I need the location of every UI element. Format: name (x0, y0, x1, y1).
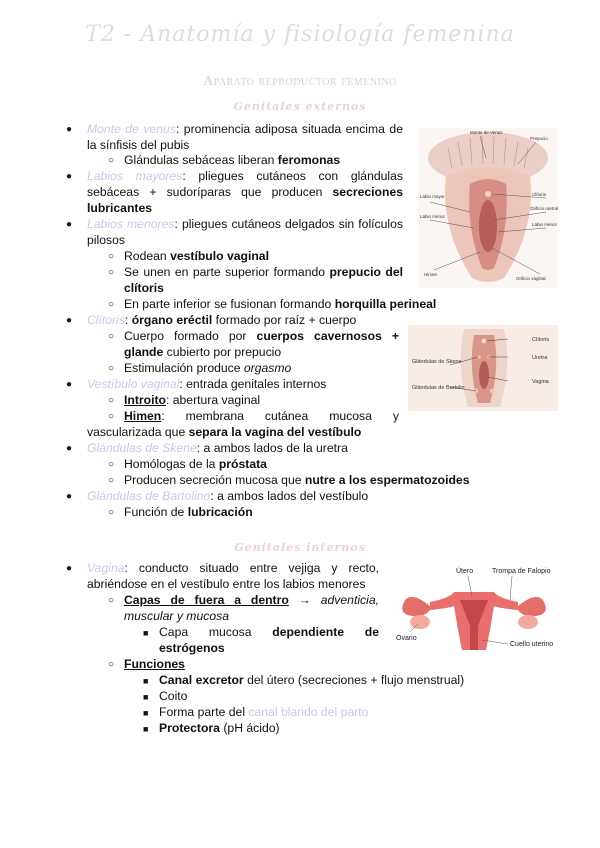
vagina-text: : conducto situado entre vejiga y recto, (124, 561, 379, 575)
bullet: ● (66, 563, 73, 574)
page-title: T2 - Anatomía y fisiología femenina (85, 22, 515, 47)
clitoris-bold: órgano eréctil (131, 313, 213, 327)
monte-line2: la sínfisis del pubis (87, 138, 190, 152)
mayores-line1 (87, 168, 403, 184)
sub-bullet: ○ (108, 659, 115, 670)
vestibulo-text: : entrada genitales internos (179, 377, 327, 391)
glands-vaginal-opening (479, 361, 489, 389)
clitoris-sep: : (124, 313, 132, 327)
clitoris-line1 (87, 312, 356, 328)
funcion-4-bold: Protectora (159, 721, 220, 735)
skene-sub2 (124, 472, 469, 488)
vulva-label-orificio-uretral: Orificio uretral (530, 206, 558, 211)
menores-line2: pilosos (87, 233, 125, 247)
menores-sub3-bold: horquilla perineal (334, 297, 437, 311)
bartolino-sub1 (124, 504, 253, 520)
capas-label: Capas de fuera a dentro (124, 593, 289, 607)
bartolino-line1 (87, 488, 368, 504)
funcion-3 (159, 704, 368, 720)
menores-sub3 (124, 296, 436, 312)
skene-sub2-text: Producen secreción mucosa que (124, 473, 305, 487)
glands-label-vagina: Vagina (532, 379, 549, 385)
funcion-1-bold: Canal excretor (159, 673, 244, 687)
sub-bullet: ○ (108, 475, 115, 486)
mucosa-line2: estrógenos (159, 641, 225, 655)
menores-sub2-cont: clítoris (124, 281, 164, 295)
sub-sub-bullet: ■ (143, 628, 149, 638)
sub-bullet: ○ (108, 267, 115, 278)
sub-sub-bullet: ■ (143, 692, 149, 702)
menores-sub1 (124, 248, 269, 264)
capas-line2: muscular y mucosa (124, 609, 229, 623)
section-heading-internos: Genitales internos (234, 541, 366, 554)
sub-sub-bullet: ■ (143, 676, 149, 686)
himen-text: : membrana cutánea mucosa y (161, 409, 399, 423)
capas-items: adventicia, (320, 593, 379, 607)
funcion-4-text: (pH ácido) (219, 721, 280, 735)
funcion-4 (159, 720, 280, 736)
funcion-3-text: Forma parte del (159, 705, 249, 719)
sub-bullet: ○ (108, 395, 115, 406)
vulva-label-labio-mayor: Labio mayor (420, 194, 445, 199)
capas-arrow: → (288, 593, 321, 607)
menores-term[interactable]: Labios menores (87, 217, 175, 231)
vagina-line1 (87, 560, 379, 576)
introito-text: : abertura vaginal (165, 393, 261, 407)
mucosa-bold: dependiente de (272, 625, 379, 639)
vulva-diagram (418, 128, 558, 288)
uterus-label-ovario: Ovario (396, 635, 417, 642)
bullet: ● (66, 443, 73, 454)
vagina-line2: abriéndose en el vestíbulo entre los labios menores (87, 577, 366, 591)
bullet: ● (66, 379, 73, 390)
himen-text-c: vascularizada que (87, 425, 189, 439)
sub-bullet: ○ (108, 155, 115, 166)
bartolino-text: : a ambos lados del vestíbulo (210, 489, 369, 503)
sub-bullet: ○ (108, 507, 115, 518)
vulva-label-orificio-vaginal: Orificio vaginal (516, 276, 546, 281)
vestibulo-sub1 (124, 392, 260, 408)
clitoris-sub1-bold: cuerpos cavernosos + (256, 329, 399, 343)
funcion-1 (159, 672, 464, 688)
bullet: ● (66, 219, 73, 230)
himen-bold: separa la vagina del vestíbulo (188, 425, 362, 439)
uterus-label-cuello: Cuello uterino (510, 641, 554, 648)
mucosa-text: Capa mucosa (159, 625, 273, 639)
mayores-line2 (87, 184, 403, 200)
sub-bullet: ○ (108, 363, 115, 374)
menores-sub1-bold: vestíbulo vaginal (170, 249, 269, 263)
sub-sub-bullet: ■ (143, 724, 149, 734)
sub-bullet: ○ (108, 459, 115, 470)
capas-line (124, 592, 379, 608)
funcion-1-text: del útero (secreciones + flujo menstrual) (243, 673, 465, 687)
glands-label-bartolino: Glándulas de Bartolin (412, 385, 465, 391)
glands-diagram (408, 325, 558, 411)
himen-term: Himen (124, 409, 162, 423)
clitoris-sub2-italic: orgasmo (243, 361, 292, 375)
menores-sub2 (124, 264, 403, 280)
section-heading-externos: Genitales externos (233, 100, 367, 113)
monte-sub1-text: Glándulas sebáceas liberan (124, 153, 278, 167)
uterus-label-utero: Útero (456, 568, 474, 575)
clitoris-text: formado por raíz + cuerpo (212, 313, 357, 327)
skene-sub1-bold: próstata (218, 457, 267, 471)
vestibulo-term[interactable]: Vestíbulo vaginal (87, 377, 180, 391)
menores-text: : pliegues cutáneos delgados sin folículos (174, 217, 403, 231)
clitoris-sub1-text: Cuerpo formado por (124, 329, 257, 343)
vestibulo-sub2 (124, 408, 399, 424)
vestibulo-shape (479, 200, 497, 252)
funcion-2: Coito (159, 689, 188, 703)
sub-bullet: ○ (108, 595, 115, 606)
monte-term[interactable]: Monte de venus (87, 122, 176, 136)
bullet: ● (66, 171, 73, 182)
sub-bullet: ○ (108, 411, 115, 422)
skene-sub2-bold: nutre a los espermatozoides (304, 473, 470, 487)
sub-sub-bullet: ■ (143, 708, 149, 718)
menores-line1 (87, 216, 403, 232)
bullet: ● (66, 491, 73, 502)
clitoris-sub1-rest: cubierto por prepucio (163, 345, 282, 359)
uterus-label-trompa: Trompa de Falopio (492, 568, 551, 575)
monte-sub1 (124, 152, 340, 168)
clitoris-sub2-text: Estimulación produce (124, 361, 244, 375)
vestibulo-line1 (87, 376, 326, 392)
ovario-der-shape (518, 615, 538, 629)
vestibulo-sub2-cont (87, 424, 361, 440)
uterus-diagram (390, 560, 558, 660)
introito-term: Introito (124, 393, 166, 407)
bartolino-sub1-text: Función de (124, 505, 188, 519)
funcion-3-link[interactable]: canal blando del parto (248, 705, 369, 719)
vulva-label-clitoris: Clítoris (532, 192, 547, 197)
sub-bullet: ○ (108, 331, 115, 342)
vulva-label-himen: Himen (424, 272, 438, 277)
menores-sub1-text: Rodean (124, 249, 171, 263)
skene-sub1-text: Homólogas de la (124, 457, 219, 471)
mayores-line3: lubricantes (87, 201, 153, 215)
clitoris-sub1 (124, 328, 399, 344)
monte-sub1-bold: feromonas (277, 153, 341, 167)
vulva-label-labio-menor-der: Labio menor (532, 222, 558, 227)
clitoris-sub1-cont (124, 344, 281, 360)
vulva-label-prepucio: Prepucio (530, 136, 548, 141)
skene-line1 (87, 440, 348, 456)
funciones-label: Funciones (124, 657, 185, 671)
vulva-label-labio-menor: Labio menor (420, 214, 446, 219)
glands-label-skene: Glándulas de Skene (412, 359, 462, 365)
skene-text: : a ambos lados de la uretra (196, 441, 348, 455)
monte-text: : prominencia adiposa situada encima de (175, 122, 403, 136)
skene-term[interactable]: Glándulas de Skene (87, 441, 197, 455)
clitoris-sub2 (124, 360, 291, 376)
sub-bullet: ○ (108, 251, 115, 262)
sub-bullet: ○ (108, 299, 115, 310)
glands-label-uretra: Uretra (532, 355, 548, 361)
menores-sub2-bold: prepucio del (329, 265, 403, 279)
mayores-text-b: sebáceas + sudoríparas que producen (87, 185, 333, 199)
mayores-text: : pliegues cutáneos con glándulas (182, 169, 403, 183)
monte-line1 (87, 121, 403, 137)
ovario-izq-shape (410, 615, 430, 629)
clitoris-term[interactable]: Clítoris (87, 313, 125, 327)
skene-sub1 (124, 456, 267, 472)
page-subtitle: Aparato reproductor femenino (203, 74, 397, 89)
clitoris-glande: glande (124, 345, 164, 359)
menores-sub2-text: Se unen en parte superior formando (124, 265, 330, 279)
clitoris-shape (485, 191, 491, 197)
bartolino-term[interactable]: Glándulas de Bartolino (87, 489, 211, 503)
mucosa-line (159, 624, 379, 640)
glands-label-clitoris: Clítoris (532, 337, 550, 343)
vagina-term[interactable]: Vagina (87, 561, 125, 575)
bullet: ● (66, 315, 73, 326)
mayores-bold: secreciones (332, 185, 403, 199)
bullet: ● (66, 124, 73, 135)
menores-sub3-text: En parte inferior se fusionan formando (124, 297, 335, 311)
vulva-label-monte: Monte de Venus (470, 130, 503, 135)
mayores-term[interactable]: Labios mayores (87, 169, 183, 183)
bartolino-sub1-bold: lubricación (187, 505, 253, 519)
